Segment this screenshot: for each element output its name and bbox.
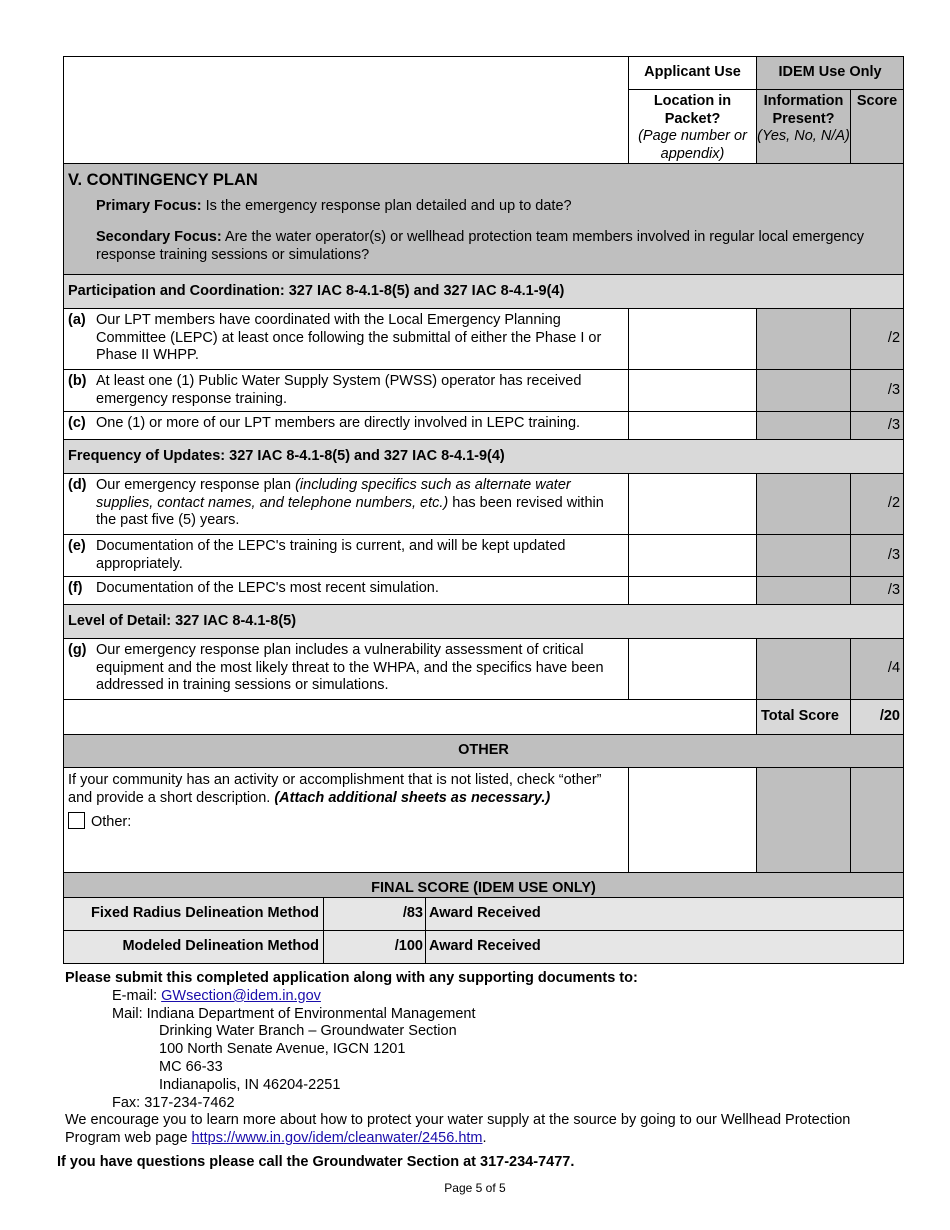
location-input-b[interactable] [629, 370, 757, 412]
section-title: V. CONTINGENCY PLAN [68, 171, 258, 189]
other-header: OTHER [64, 735, 904, 768]
location-italic: (Page number or appendix) [638, 128, 747, 162]
score-a: /2 [851, 309, 904, 370]
score-header-label: Score [856, 93, 898, 109]
encourage-text [65, 1112, 905, 1148]
item-label: (a) [68, 312, 86, 328]
secondary-focus [64, 225, 903, 264]
other-checkbox-label: Other: [91, 814, 132, 830]
item-text: One (1) or more of our LPT members are directly involved in LEPC training. [96, 415, 581, 431]
info-present-d [757, 474, 851, 535]
item-row-d [64, 474, 629, 535]
info-present-b [757, 370, 851, 412]
score-g: /4 [851, 639, 904, 700]
item-row-b [64, 370, 629, 412]
info-bold: Information Present? [763, 93, 844, 127]
applicant-use-header: Applicant Use [629, 57, 757, 90]
item-row-e [64, 535, 629, 577]
info-present-c [757, 412, 851, 440]
score-header [851, 90, 904, 164]
fixed-radius-award: Award Received [426, 898, 904, 931]
email-line [65, 988, 905, 1006]
info-present-f [757, 577, 851, 605]
group-title-frequency: Frequency of Updates: 327 IAC 8-4.1-8(5) and 327 IAC 8-4.1-9(4) [64, 440, 904, 474]
item-text-italic: (including specifics such as alternate water supplies, contact names, and telephone numbers, etc.) [96, 477, 571, 511]
contingency-plan-form [63, 56, 904, 906]
item-text: Documentation of the LEPC's most recent simulation. [96, 580, 439, 596]
address-line-2: 100 North Senate Avenue, IGCN 1201 [159, 1041, 406, 1058]
fixed-radius-points: /83 [324, 898, 426, 931]
score-f: /3 [851, 577, 904, 605]
encourage-b: . [482, 1130, 487, 1147]
other-checkbox[interactable] [68, 812, 85, 829]
score-c: /3 [851, 412, 904, 440]
fax-line: Fax: 317-234-7462 [112, 1094, 235, 1111]
item-text: At least one (1) Public Water Supply System (PWSS) operator has received emergency response training. [96, 373, 582, 407]
item-text-a: Our emergency response plan [96, 477, 296, 493]
item-row-f [64, 577, 629, 605]
location-input-c[interactable] [629, 412, 757, 440]
encourage-a: We encourage you to learn more about how to protect your water supply at the source by going to our Wellhead Protection Program web page [65, 1112, 851, 1147]
location-input-a[interactable] [629, 309, 757, 370]
info-present-g [757, 639, 851, 700]
item-label: (c) [68, 415, 86, 431]
mail-line: Mail: Indiana Department of Environmental Management [112, 1005, 476, 1022]
item-text [96, 477, 624, 530]
page-number: Page 5 of 5 [444, 1181, 506, 1195]
score-other [851, 768, 904, 873]
total-score-label: Total Score [757, 700, 851, 735]
item-label: (b) [68, 373, 87, 389]
location-input-d[interactable] [629, 474, 757, 535]
final-row-fixed [64, 898, 904, 931]
location-header [629, 90, 757, 164]
email-label: E-mail: [112, 987, 162, 1004]
location-input-f[interactable] [629, 577, 757, 605]
program-web-link[interactable]: https://www.in.gov/idem/cleanwater/2456.htm [191, 1130, 483, 1147]
item-label: (g) [68, 642, 87, 658]
questions-line: If you have questions please call the Groundwater Section at 317-234-7477. [57, 1154, 575, 1170]
primary-focus [64, 194, 903, 216]
item-row-g [64, 639, 629, 700]
address-line-1: Drinking Water Branch – Groundwater Section [159, 1023, 457, 1040]
item-text: Documentation of the LEPC's training is current, and will be kept updated appropriately. [96, 538, 566, 572]
address-line-3: MC 66-33 [159, 1058, 223, 1075]
item-label: (d) [68, 477, 87, 493]
email-link[interactable]: GWsection@idem.in.gov [161, 987, 321, 1004]
header-blank [64, 57, 629, 164]
item-text-b: has been revised within the past five (5) years. [96, 494, 604, 528]
other-description [64, 768, 629, 873]
item-text: Our LPT members have coordinated with the Local Emergency Planning Committee (LEPC) at least once following the submittal of either the Phase I or Phase II WHPP. [96, 312, 602, 363]
modeled-points: /100 [324, 931, 426, 964]
location-input-other[interactable] [629, 768, 757, 873]
address-line-4: Indianapolis, IN 46204-2251 [159, 1076, 341, 1093]
info-present-header [757, 90, 851, 164]
modeled-method: Modeled Delineation Method [64, 931, 324, 964]
item-label: (f) [68, 580, 83, 596]
info-italic: (Yes, No, N/A) [757, 128, 850, 144]
idem-use-only-header: IDEM Use Only [757, 57, 904, 90]
info-present-other [757, 768, 851, 873]
total-score-value: /20 [851, 700, 904, 735]
score-e: /3 [851, 535, 904, 577]
final-score-header: FINAL SCORE (IDEM USE ONLY) [64, 873, 904, 906]
location-bold: Location in Packet? [653, 93, 732, 127]
total-blank [64, 700, 757, 735]
location-input-g[interactable] [629, 639, 757, 700]
score-d: /2 [851, 474, 904, 535]
item-row-c [64, 412, 629, 440]
final-row-modeled [64, 931, 904, 964]
secondary-focus-text: Are the water operator(s) or wellhead protection team members involved in regular local emergency response training sessions or simulations? [96, 229, 865, 263]
other-text-emphasis: (Attach additional sheets as necessary.) [274, 789, 551, 806]
group-title-participation: Participation and Coordination: 327 IAC 8-4.1-8(5) and 327 IAC 8-4.1-9(4) [64, 275, 904, 309]
other-text: If your community has an activity or accomplishment that is not listed, check “other” and provide a short description. [68, 772, 602, 806]
submit-instructions: Please submit this completed application along with any supporting documents to: [65, 970, 638, 986]
info-present-e [757, 535, 851, 577]
modeled-award: Award Received [426, 931, 904, 964]
info-present-a [757, 309, 851, 370]
fixed-radius-method: Fixed Radius Delineation Method [64, 898, 324, 931]
other-checkbox-row [68, 812, 624, 832]
primary-focus-text: Is the emergency response plan detailed and up to date? [201, 197, 572, 214]
final-score-table [63, 897, 904, 964]
section-block [64, 164, 904, 275]
location-input-e[interactable] [629, 535, 757, 577]
item-label: (e) [68, 538, 86, 554]
item-text: Our emergency response plan includes a vulnerability assessment of critical equipment and the most likely threat to the WHPA, and the specifics have been addressed in training sessions or simulations. [96, 642, 604, 693]
primary-focus-label: Primary Focus: [96, 197, 202, 214]
secondary-focus-label: Secondary Focus: [96, 229, 222, 245]
score-b: /3 [851, 370, 904, 412]
item-row-a [64, 309, 629, 370]
group-title-detail: Level of Detail: 327 IAC 8-4.1-8(5) [64, 605, 904, 639]
submission-footer [65, 970, 905, 1148]
